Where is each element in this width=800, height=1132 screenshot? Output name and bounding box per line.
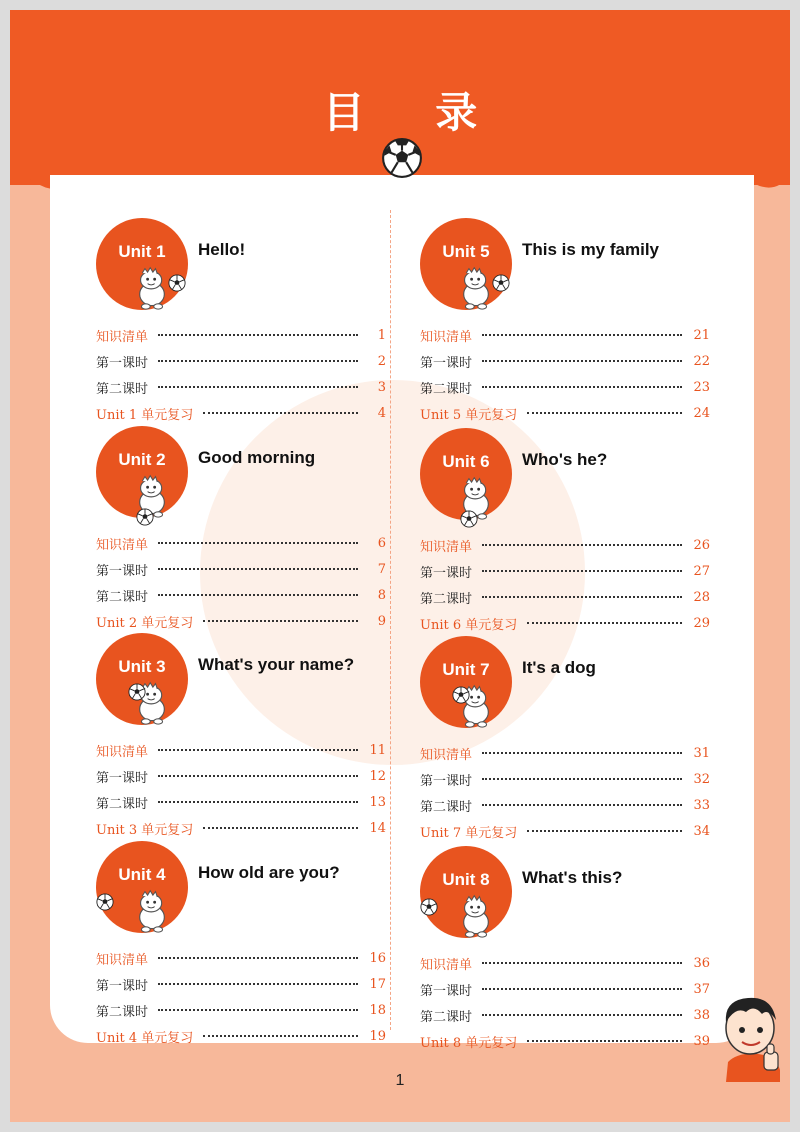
unit-title: Hello! <box>198 240 246 259</box>
toc-entry-label: 知识清单 <box>420 747 473 763</box>
toc-rows <box>96 530 386 634</box>
toc-entry-label: Unit 7 单元复习 <box>420 825 518 841</box>
dot-leader <box>203 620 358 622</box>
toc-entry-label: Unit 5 单元复习 <box>420 407 518 423</box>
toc-rows <box>96 945 386 1049</box>
toc-entry[interactable] <box>420 400 710 426</box>
toc-rows <box>420 322 710 426</box>
toc-entry-label: 知识清单 <box>96 537 149 553</box>
toc-entry[interactable] <box>96 763 386 789</box>
toc-entry-page: 36 <box>693 955 710 971</box>
toc-entry-label: 第一课时 <box>96 563 149 579</box>
toc-entry-label: 知识清单 <box>96 744 149 760</box>
toc-entry[interactable] <box>96 530 386 556</box>
toc-entry-page: 13 <box>369 794 386 810</box>
toc-entry[interactable] <box>96 322 386 348</box>
unit-label: Unit 6 <box>442 452 490 471</box>
toc-entry-page: 14 <box>369 820 386 836</box>
toc-entry[interactable] <box>96 789 386 815</box>
toc-entry-page: 18 <box>369 1002 386 1018</box>
dot-leader <box>482 804 682 806</box>
toc-entry[interactable] <box>96 815 386 841</box>
toc-entry-page: 33 <box>693 797 710 813</box>
toc-entry[interactable] <box>420 1028 710 1054</box>
dot-leader <box>482 386 682 388</box>
toc-entry[interactable] <box>420 818 710 844</box>
toc-entry[interactable] <box>420 374 710 400</box>
toc-entry-label: 第一课时 <box>420 565 473 581</box>
dot-leader <box>482 596 682 598</box>
soccer-ball-icon <box>136 508 154 530</box>
unit-label: Unit 1 <box>118 242 166 261</box>
dot-leader <box>158 568 358 570</box>
toc-entry-page: 34 <box>693 823 710 839</box>
dot-leader <box>482 752 682 754</box>
soccer-ball-icon <box>96 893 114 915</box>
toc-entry-page: 12 <box>369 768 386 784</box>
toc-entry-label: 第二课时 <box>96 589 149 605</box>
toc-rows <box>420 950 710 1054</box>
toc-entry-page: 26 <box>693 537 710 553</box>
toc-entry-label: 第一课时 <box>96 770 149 786</box>
toc-entry[interactable] <box>420 792 710 818</box>
soccer-ball-icon <box>128 683 146 705</box>
dot-leader <box>158 775 358 777</box>
toc-entry-label: 第一课时 <box>420 355 473 371</box>
toc-entry-label: 知识清单 <box>96 329 149 345</box>
toc-entry-page: 16 <box>369 950 386 966</box>
toc-entry[interactable] <box>420 348 710 374</box>
dot-leader <box>203 827 358 829</box>
dot-leader <box>482 360 682 362</box>
toc-entry-label: 知识清单 <box>96 952 149 968</box>
dot-leader <box>158 749 358 751</box>
toc-entry[interactable] <box>420 950 710 976</box>
toc-entry-page: 9 <box>377 613 386 629</box>
unit-label: Unit 7 <box>442 660 490 679</box>
dot-leader <box>158 594 358 596</box>
toc-entry-page: 1 <box>377 327 386 343</box>
toc-entry[interactable] <box>420 322 710 348</box>
toc-entry-label: 第二课时 <box>420 381 473 397</box>
column-divider <box>390 210 391 1030</box>
dot-leader <box>158 1009 358 1011</box>
toc-entry-page: 39 <box>693 1033 710 1049</box>
toc-entry-label: 知识清单 <box>420 957 473 973</box>
toc-entry[interactable] <box>420 740 710 766</box>
dot-leader <box>158 983 358 985</box>
dot-leader <box>482 778 682 780</box>
dot-leader <box>482 1014 682 1016</box>
toc-entry[interactable] <box>420 976 710 1002</box>
toc-entry-label: Unit 3 单元复习 <box>96 822 194 838</box>
toc-entry[interactable] <box>96 582 386 608</box>
page-number: 1 <box>395 1072 405 1089</box>
toc-entry-page: 17 <box>369 976 386 992</box>
toc-rows <box>96 322 386 426</box>
unit-label: Unit 5 <box>442 242 490 261</box>
unit-title: How old are you? <box>198 863 340 882</box>
toc-entry-label: 知识清单 <box>420 329 473 345</box>
soccer-ball-icon <box>420 898 438 920</box>
toc-entry[interactable] <box>96 556 386 582</box>
toc-entry-label: 第一课时 <box>420 983 473 999</box>
toc-entry-page: 2 <box>377 353 386 369</box>
unit-label: Unit 8 <box>442 870 490 889</box>
soccer-ball-icon <box>460 510 478 532</box>
toc-entry-page: 37 <box>693 981 710 997</box>
toc-entry[interactable] <box>96 608 386 634</box>
toc-entry[interactable] <box>96 737 386 763</box>
toc-entry-page: 11 <box>369 742 386 758</box>
dot-leader <box>203 412 358 414</box>
toc-entry-page: 28 <box>693 589 710 605</box>
toc-entry-page: 23 <box>693 379 710 395</box>
toc-entry-page: 22 <box>693 353 710 369</box>
toc-entry-page: 6 <box>377 535 386 551</box>
unit-label: Unit 2 <box>118 450 166 469</box>
toc-entry-page: 7 <box>377 561 386 577</box>
toc-entry[interactable] <box>420 532 710 558</box>
dot-leader <box>482 962 682 964</box>
unit-label: Unit 3 <box>118 657 166 676</box>
unit-label: Unit 4 <box>118 865 166 884</box>
soccer-ball-icon <box>381 137 423 179</box>
boy-thumbs-up-icon <box>718 992 788 1082</box>
toc-entry[interactable] <box>96 997 386 1023</box>
dot-leader <box>158 542 358 544</box>
toc-entry-page: 24 <box>693 405 710 421</box>
dinosaur-mascot-icon <box>130 889 174 937</box>
toc-entry-page: 19 <box>369 1028 386 1044</box>
dot-leader <box>482 988 682 990</box>
toc-entry[interactable] <box>420 766 710 792</box>
toc-entry-label: 第二课时 <box>96 796 149 812</box>
toc-entry-label: 第二课时 <box>420 799 473 815</box>
dot-leader <box>482 544 682 546</box>
toc-rows <box>420 532 710 636</box>
dot-leader <box>482 334 682 336</box>
toc-entry[interactable] <box>96 348 386 374</box>
dot-leader <box>158 360 358 362</box>
toc-entry[interactable] <box>96 1023 386 1049</box>
toc-entry[interactable] <box>420 1002 710 1028</box>
unit-title: Who's he? <box>522 450 608 469</box>
dot-leader <box>158 386 358 388</box>
toc-entry-page: 4 <box>377 405 386 421</box>
unit-title: What's your name? <box>198 655 355 674</box>
toc-entry[interactable] <box>96 400 386 426</box>
toc-entry[interactable] <box>420 584 710 610</box>
dot-leader <box>527 622 682 624</box>
toc-entry-label: 第二课时 <box>420 591 473 607</box>
unit-title: What's this? <box>522 868 623 887</box>
toc-entry-label: Unit 4 单元复习 <box>96 1030 194 1046</box>
toc-entry-label: 第一课时 <box>420 773 473 789</box>
soccer-ball-icon <box>492 274 510 296</box>
toc-entry-page: 3 <box>377 379 386 395</box>
toc-entry[interactable] <box>420 610 710 636</box>
soccer-ball-icon <box>452 686 470 708</box>
toc-entry-label: 第二课时 <box>420 1009 473 1025</box>
toc-entry-label: 第二课时 <box>96 381 149 397</box>
toc-entry-page: 31 <box>693 745 710 761</box>
toc-entry-label: 第一课时 <box>96 355 149 371</box>
toc-rows <box>96 737 386 841</box>
toc-rows <box>420 740 710 844</box>
dot-leader <box>158 334 358 336</box>
page-title: 目 录 <box>322 88 506 137</box>
toc-entry-label: Unit 8 单元复习 <box>420 1035 518 1051</box>
unit-title: It's a dog <box>522 658 596 677</box>
toc-entry-page: 29 <box>693 615 710 631</box>
unit-title: Good morning <box>198 448 316 467</box>
dot-leader <box>527 412 682 414</box>
dot-leader <box>482 570 682 572</box>
dinosaur-mascot-icon <box>454 894 498 942</box>
dot-leader <box>527 1040 682 1042</box>
toc-entry-page: 32 <box>693 771 710 787</box>
toc-entry[interactable] <box>96 374 386 400</box>
toc-entry-label: 第二课时 <box>96 1004 149 1020</box>
toc-entry-label: 知识清单 <box>420 539 473 555</box>
toc-entry[interactable] <box>96 971 386 997</box>
dot-leader <box>527 830 682 832</box>
unit-title: This is my family <box>522 240 659 259</box>
toc-entry-page: 38 <box>693 1007 710 1023</box>
toc-entry-page: 27 <box>693 563 710 579</box>
toc-entry-label: Unit 1 单元复习 <box>96 407 194 423</box>
toc-entry-page: 21 <box>693 327 710 343</box>
dot-leader <box>203 1035 358 1037</box>
dot-leader <box>158 957 358 959</box>
soccer-ball-icon <box>168 274 186 296</box>
toc-entry-page: 8 <box>377 587 386 603</box>
dot-leader <box>158 801 358 803</box>
toc-entry[interactable] <box>420 558 710 584</box>
toc-entry-label: Unit 2 单元复习 <box>96 615 194 631</box>
toc-entry[interactable] <box>96 945 386 971</box>
toc-entry-label: 第一课时 <box>96 978 149 994</box>
toc-entry-label: Unit 6 单元复习 <box>420 617 518 633</box>
